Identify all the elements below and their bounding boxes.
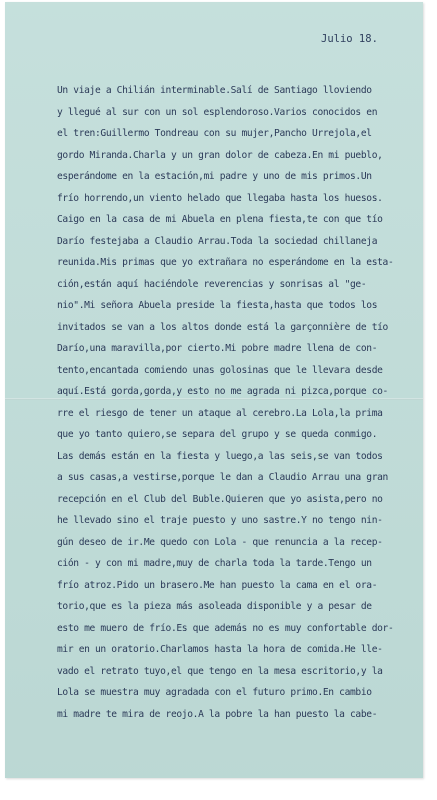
letter-line: nio".Mi señora Abuela preside la fiesta,hasta que todos los — [57, 300, 378, 311]
letter-line: he llevado sino el traje puesto y uno sastre.Y no tengo nin- — [57, 515, 383, 526]
letter-line: rre el riesgo de tener un ataque al cerebro.La Lola,la prima — [57, 407, 383, 419]
letter-line: recepción en el Club del Buble.Quieren que yo asista,pero no — [57, 493, 383, 505]
letter-line: Las demás están en la fiesta y luego,a las seis,se van todos — [57, 450, 383, 462]
letter-line: Caigo en la casa de mi Abuela en plena fiesta,te con que tío — [57, 214, 383, 225]
letter-line: ción,están aquí haciéndole reverencias y sonrisas al "ge- — [57, 278, 367, 290]
letter-line: invitados se van a los altos donde está la garçonnière de tío — [57, 321, 388, 333]
letter-line: Lola se muestra muy agradada con el futuro primo.En cambio — [57, 687, 372, 698]
letter-line: tento,encantada comiendo unas golosinas que le llevara desde — [57, 364, 383, 376]
letter-line: esto me muero de frío.Es que además no es muy confortable dor- — [57, 622, 394, 634]
letter-line: torio,que es la pieza más asoleada disponible y a pesar de — [57, 601, 372, 612]
letter-line: Darío,una maravilla,por cierto.Mi pobre madre llena de con- — [57, 343, 378, 354]
letter-line: frío atroz.Pido un brasero.Me han puesto la cama en el ora- — [57, 579, 378, 591]
letter-line: frío horrendo,un viento helado que llegaba hasta los huesos. — [57, 192, 383, 204]
letter-line: Un viaje a Chilián interminable.Salí de Santiago lloviendo — [57, 85, 372, 96]
letter-page — [5, 2, 423, 778]
letter-line: gún deseo de ir.Me quedo con Lola - que renuncia a la recep- — [57, 536, 383, 548]
letter-line: reunida.Mis primas que yo extrañara no esperándome en la esta- — [57, 257, 394, 268]
letter-line: aquí.Está gorda,gorda,y esto no me agrada ni pizca,porque co- — [57, 386, 388, 397]
letter-line: gordo Miranda.Charla y un gran dolor de cabeza.En mi pueblo, — [57, 149, 383, 161]
letter-body — [57, 80, 423, 725]
letter-line: ción - y con mi madre,muy de charla toda la tarde.Tengo un — [57, 558, 372, 569]
letter-line: y llegué al sur con un sol esplendoroso.Varios conocidos en — [57, 106, 378, 118]
letter-line: mir en un oratorio.Charlamos hasta la hora de comida.He lle- — [57, 644, 383, 655]
letter-line: el tren:Guillermo Tondreau con su mujer,Pancho Urrejola,el — [57, 128, 372, 139]
letter-line: Darío festejaba a Claudio Arrau.Toda la sociedad chillaneja — [57, 235, 378, 247]
letter-line: esperándome en la estación,mi padre y uno de mis primos.Un — [57, 171, 372, 182]
letter-line: a sus casas,a vestirse,porque le dan a Claudio Arrau una gran — [57, 472, 388, 483]
letter-date: Julio 18. — [321, 33, 378, 45]
letter-line: vado el retrato tuyo,el que tengo en la mesa escritorio,y la — [57, 665, 383, 677]
letter-line: que yo tanto quiero,se separa del grupo y se queda conmigo. — [57, 429, 378, 440]
letter-line: mi madre te mira de reojo.A la pobre la han puesto la cabe- — [57, 708, 378, 720]
